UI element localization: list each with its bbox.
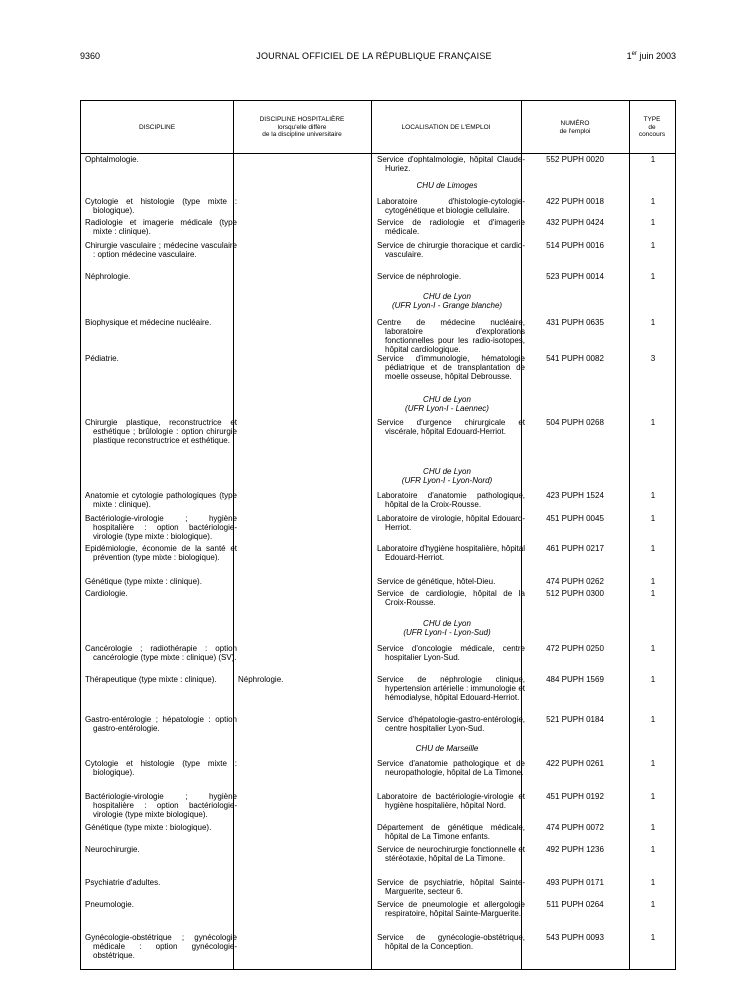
job-number-cell: 504 PUPH 0268 (546, 418, 604, 427)
discipline-cell: Radiologie et imagerie médicale (type mixte : clinique). (85, 218, 237, 236)
concours-type-cell: 1 (650, 823, 656, 832)
concours-type-cell: 1 (650, 272, 656, 281)
section-subheading: (UFR Lyon-I - Grange blanche) (391, 301, 503, 310)
concours-type-cell: 1 (650, 418, 656, 427)
concours-type-cell: 1 (650, 878, 656, 887)
col-header-localisation: LOCALISATION DE L'EMPLOI (401, 123, 491, 131)
concours-type-cell: 1 (650, 715, 656, 724)
job-number-cell: 474 PUPH 0262 (546, 577, 604, 586)
concours-type-cell: 3 (650, 354, 656, 363)
concours-type-cell: 1 (650, 845, 656, 854)
section-subheading: (UFR Lyon-I - Lyon-Nord) (401, 476, 493, 485)
positions-table (80, 100, 676, 970)
job-number-cell: 543 PUPH 0093 (546, 933, 604, 942)
concours-type-cell: 1 (650, 155, 656, 164)
discipline-cell: Génétique (type mixte : clinique). (85, 577, 202, 586)
concours-type-cell: 1 (650, 644, 656, 653)
localisation-cell: Service d'oncologie médicale, centre hospitalier Lyon-Sud. (377, 644, 525, 662)
job-number-cell: 451 PUPH 0045 (546, 514, 604, 523)
job-number-cell: 541 PUPH 0082 (546, 354, 604, 363)
discipline-cell: Epidémiologie, économie de la santé et prévention (type mixte : biologique). (85, 544, 237, 562)
job-number-cell: 422 PUPH 0261 (546, 759, 604, 768)
discipline-cell: Cancérologie ; radiothérapie : option cancérologie (type mixte : clinique) (SV). (85, 644, 237, 662)
job-number-cell: 512 PUPH 0300 (546, 589, 604, 598)
discipline-cell: Néphrologie. (85, 272, 131, 281)
concours-type-cell: 1 (650, 900, 656, 909)
hospital-discipline-cell: Néphrologie. (238, 675, 284, 684)
concours-type-cell: 1 (650, 318, 656, 327)
discipline-cell: Chirurgie vasculaire ; médecine vasculaire : option médecine vasculaire. (85, 241, 237, 259)
concours-type-cell: 1 (650, 197, 656, 206)
concours-type-cell: 1 (650, 759, 656, 768)
col-header-type: TYPE de concours (638, 116, 666, 139)
discipline-cell: Psychiatrie d'adultes. (85, 878, 161, 887)
concours-type-cell: 1 (650, 675, 656, 684)
localisation-cell: Laboratoire de virologie, hôpital Edouard-Herriot. (377, 514, 525, 532)
column-divider (629, 101, 630, 969)
section-heading: CHU de Lyon (423, 292, 471, 301)
job-number-cell: 492 PUPH 1236 (546, 845, 604, 854)
localisation-cell: Laboratoire d'hygiène hospitalière, hôpital Edouard-Herriot. (377, 544, 525, 562)
concours-type-cell: 1 (650, 792, 656, 801)
discipline-cell: Bactériologie-virologie ; hygiène hospitalière : option bactériologie-virologie (type mixte : biologique). (85, 514, 237, 541)
col-header-numero: NUMÉRO de l'emploi (559, 120, 591, 135)
localisation-cell: Service de chirurgie thoracique et cardio-vasculaire. (377, 241, 525, 259)
discipline-cell: Cytologie et histologie (type mixte : biologique). (85, 197, 237, 215)
discipline-cell: Gynécologie-obstétrique ; gynécologie médicale : option gynécologie-obstétrique. (85, 933, 237, 960)
concours-type-cell: 1 (650, 589, 656, 598)
section-heading: CHU de Marseille (415, 744, 479, 753)
localisation-cell: Service de néphrologie. (377, 272, 462, 281)
localisation-cell: Service de génétique, hôtel-Dieu. (377, 577, 496, 586)
localisation-cell: Laboratoire de bactériologie-virologie et hygiène hospitalière, hôpital Nord. (377, 792, 525, 810)
localisation-cell: Service de gynécologie-obstétrique, hôpital de la Conception. (377, 933, 525, 951)
discipline-cell: Neurochirurgie. (85, 845, 140, 854)
job-number-cell: 511 PUPH 0264 (546, 900, 604, 909)
journal-title: JOURNAL OFFICIEL DE LA RÉPUBLIQUE FRANÇAISE (256, 51, 492, 61)
table-header (81, 101, 675, 154)
job-number-cell: 451 PUPH 0192 (546, 792, 604, 801)
localisation-cell: Service d'ophtalmologie, hôpital Claude-Huriez. (377, 155, 525, 173)
concours-type-cell: 1 (650, 241, 656, 250)
column-divider (371, 101, 372, 969)
localisation-cell: Service de néphrologie clinique, hypertension artérielle : immunologie et hémodialyse, hôpital Edouard-Herriot. (377, 675, 525, 702)
job-number-cell: 523 PUPH 0014 (546, 272, 604, 281)
section-heading: CHU de Lyon (423, 619, 471, 628)
job-number-cell: 472 PUPH 0250 (546, 644, 604, 653)
localisation-cell: Service d'urgence chirurgicale et viscérale, hôpital Edouard-Herriot. (377, 418, 525, 436)
discipline-cell: Cytologie et histologie (type mixte : biologique). (85, 759, 237, 777)
discipline-cell: Génétique (type mixte : biologique). (85, 823, 212, 832)
discipline-cell: Pédiatrie. (85, 354, 119, 363)
job-number-cell: 514 PUPH 0016 (546, 241, 604, 250)
page-header (0, 51, 748, 65)
localisation-cell: Service de neurochirurgie fonctionnelle et stéréotaxie, hôpital de La Timone. (377, 845, 525, 863)
concours-type-cell: 1 (650, 577, 656, 586)
section-subheading: (UFR Lyon-I - Laennec) (405, 404, 489, 413)
job-number-cell: 422 PUPH 0018 (546, 197, 604, 206)
job-number-cell: 432 PUPH 0424 (546, 218, 604, 227)
discipline-cell: Anatomie et cytologie pathologiques (type mixte : clinique). (85, 491, 237, 509)
section-subheading: (UFR Lyon-I - Lyon-Sud) (403, 628, 491, 637)
concours-type-cell: 1 (650, 933, 656, 942)
discipline-cell: Cardiologie. (85, 589, 128, 598)
concours-type-cell: 1 (650, 491, 656, 500)
col-header-discipline: DISCIPLINE (138, 123, 176, 131)
localisation-cell: Service de radiologie et d'imagerie médicale. (377, 218, 525, 236)
col-header-discipline-hospitaliere: DISCIPLINE HOSPITALIÈRE lorsqu'elle diffère de la discipline universitaire (259, 116, 345, 139)
localisation-cell: Service de psychiatrie, hôpital Sainte-Marguerite, secteur 6. (377, 878, 525, 896)
concours-type-cell: 1 (650, 514, 656, 523)
job-number-cell: 474 PUPH 0072 (546, 823, 604, 832)
concours-type-cell: 1 (650, 218, 656, 227)
discipline-cell: Pneumologie. (85, 900, 134, 909)
localisation-cell: Centre de médecine nucléaire, laboratoire d'explorations fonctionnelles pour les radio-isotopes, hôpital cardiologique. (377, 318, 525, 354)
section-heading: CHU de Lyon (423, 395, 471, 404)
concours-type-cell: 1 (650, 544, 656, 553)
localisation-cell: Laboratoire d'anatomie pathologique, hôpital de la Croix-Rousse. (377, 491, 525, 509)
section-heading: CHU de Limoges (416, 181, 478, 190)
localisation-cell: Service d'anatomie pathologique et de neuropathologie, hôpital de La Timone. (377, 759, 525, 777)
discipline-cell: Thérapeutique (type mixte : clinique). (85, 675, 217, 684)
localisation-cell: Service d'hépatologie-gastro-entérologie, centre hospitalier Lyon-Sud. (377, 715, 525, 733)
job-number-cell: 423 PUPH 1524 (546, 491, 604, 500)
job-number-cell: 521 PUPH 0184 (546, 715, 604, 724)
discipline-cell: Gastro-entérologie ; hépatologie : option gastro-entérologie. (85, 715, 237, 733)
localisation-cell: Laboratoire d'histologie-cytologie-cytogénétique et biologie cellulaire. (377, 197, 525, 215)
discipline-cell: Biophysique et médecine nucléaire. (85, 318, 212, 327)
job-number-cell: 552 PUPH 0020 (546, 155, 604, 164)
job-number-cell: 484 PUPH 1569 (546, 675, 604, 684)
issue-date: 1er juin 2003 (626, 51, 676, 61)
localisation-cell: Département de génétique médicale, hôpital de La Timone enfants. (377, 823, 525, 841)
job-number-cell: 493 PUPH 0171 (546, 878, 604, 887)
discipline-cell: Bactériologie-virologie ; hygiène hospitalière : option bactériologie-virologie (type mixte biologique). (85, 792, 237, 819)
discipline-cell: Ophtalmologie. (85, 155, 139, 164)
job-number-cell: 461 PUPH 0217 (546, 544, 604, 553)
discipline-cell: Chirurgie plastique, reconstructrice et esthétique ; brûlologie : option chirurgie plastique reconstructrice et esthétique. (85, 418, 237, 445)
localisation-cell: Service de cardiologie, hôpital de la Croix-Rousse. (377, 589, 525, 607)
section-heading: CHU de Lyon (423, 467, 471, 476)
localisation-cell: Service d'immunologie, hématologie pédiatrique et de transplantation de moelle osseuse, hôpital Debrousse. (377, 354, 525, 381)
page-number: 9360 (80, 51, 101, 61)
job-number-cell: 431 PUPH 0635 (546, 318, 604, 327)
localisation-cell: Service de pneumologie et allergologie respiratoire, hôpital Sainte-Marguerite. (377, 900, 525, 918)
